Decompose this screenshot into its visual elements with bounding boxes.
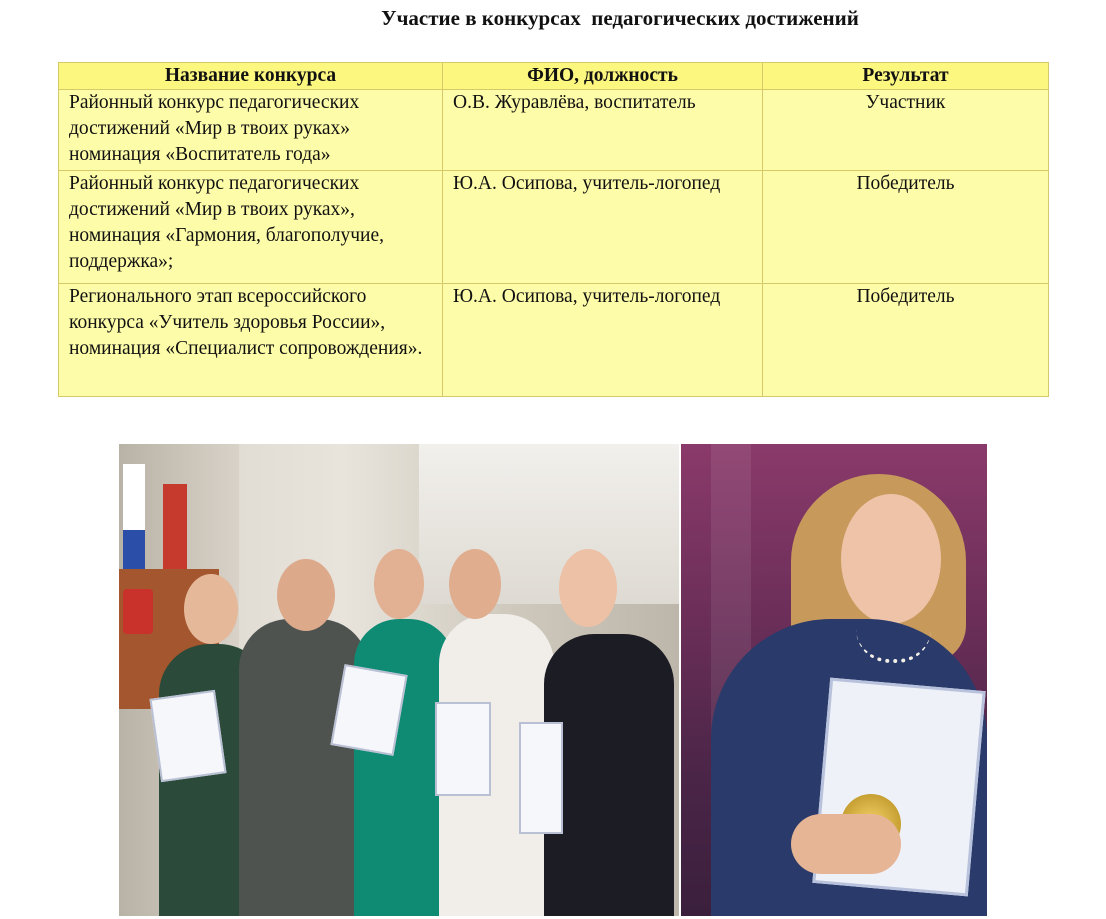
cell-person: Ю.А. Осипова, учитель-логопед (443, 171, 763, 284)
header-result: Результат (763, 63, 1049, 90)
group-award-photo (119, 444, 679, 916)
person-head (374, 549, 424, 619)
table-row (59, 284, 1049, 397)
header-contest-name: Название конкурса (59, 63, 443, 90)
cell-result: Победитель (763, 284, 1049, 397)
diploma-icon (435, 702, 491, 796)
hand (791, 814, 901, 874)
person-figure (544, 634, 674, 916)
award-winner-photo (681, 444, 987, 916)
person-head (277, 559, 335, 631)
cell-contest: Районный конкурс педагогических достижений «Мир в твоих руках», номинация «Гармония, благополучие, поддержка»; (59, 171, 443, 284)
person-head (449, 549, 501, 619)
person-figure (239, 619, 369, 916)
diploma-icon (519, 722, 563, 834)
cell-result: Победитель (763, 171, 1049, 284)
emblem-icon (123, 589, 153, 634)
cell-contest: Районный конкурс педагогических достижений «Мир в твоих руках» номинация «Воспитатель года» (59, 90, 443, 171)
page-title: Участие в конкурсах педагогических достижений (381, 6, 859, 30)
person-head (841, 494, 941, 624)
person-head (559, 549, 617, 627)
person-head (184, 574, 238, 644)
cell-result: Участник (763, 90, 1049, 171)
table-row (59, 90, 1049, 171)
header-person: ФИО, должность (443, 63, 763, 90)
table-row (59, 171, 1049, 284)
table-header-row (59, 63, 1049, 90)
cell-person: О.В. Журавлёва, воспитатель (443, 90, 763, 171)
contest-results-table (58, 62, 1049, 397)
cell-contest: Регионального этап всероссийского конкурса «Учитель здоровья России», номинация «Специалист сопровождения». (59, 284, 443, 397)
diploma-icon (149, 690, 226, 782)
cell-person: Ю.А. Осипова, учитель-логопед (443, 284, 763, 397)
